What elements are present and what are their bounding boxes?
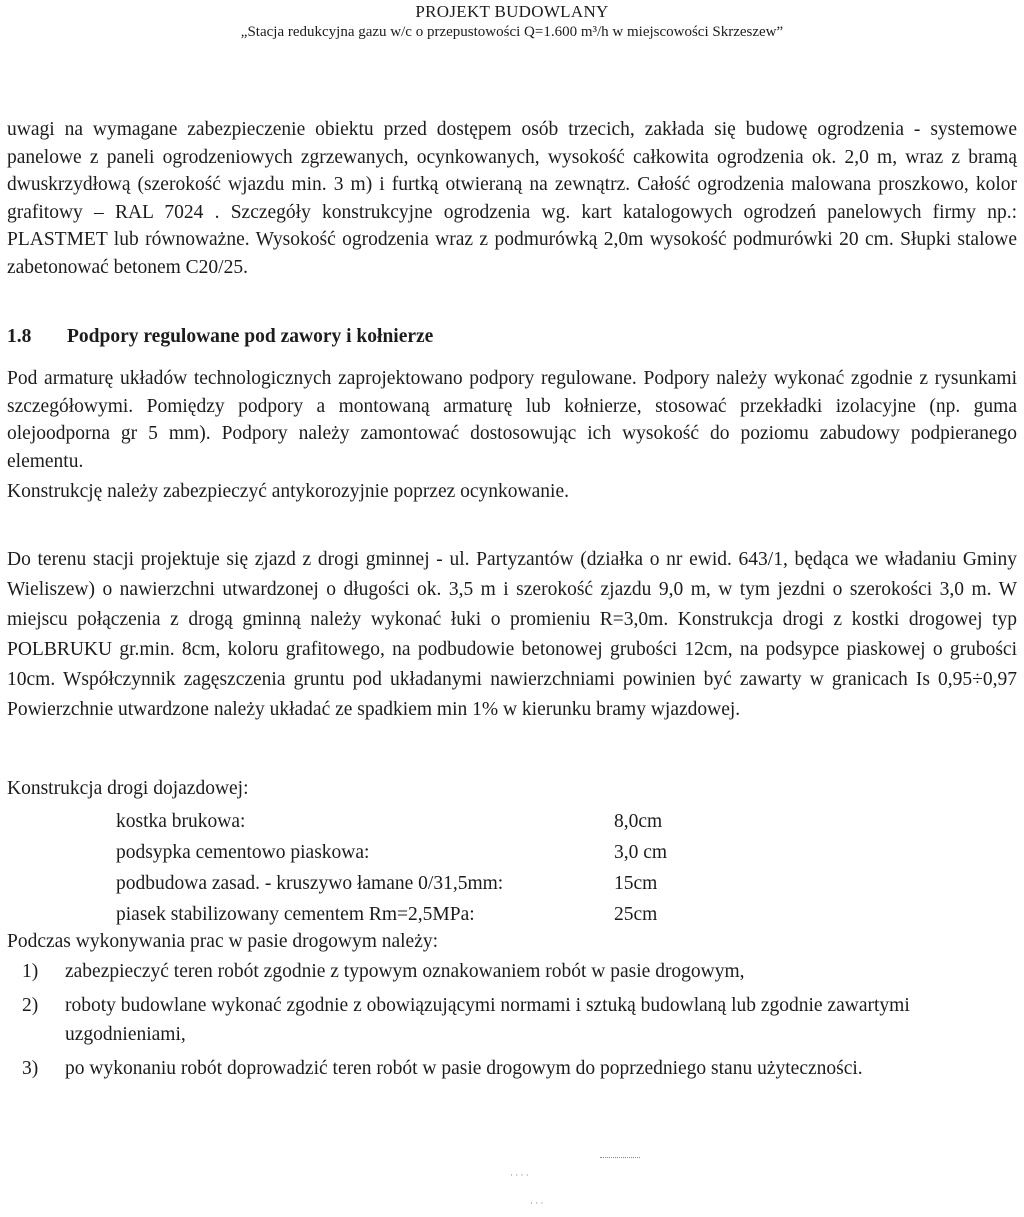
road-layer-label: podsypka cementowo piaskowa: xyxy=(116,842,370,863)
stamp-smudge-mark: · · · · xyxy=(510,1170,529,1180)
list-item-text: zabezpieczyć teren robót zgodnie z typowym oznakowaniem robót w pasie drogowym, xyxy=(65,961,745,982)
corrosion-paragraph: Konstrukcję należy zabezpieczyć antykorozyjnie poprzez ocynkowanie. xyxy=(7,481,569,502)
project-subtitle: „Stacja redukcyjna gazu w/c o przepustowości Q=1.600 m³/h w miejscowości Skrzeszew” xyxy=(240,24,784,40)
document-header xyxy=(0,2,1024,42)
road-construction-heading: Konstrukcja drogi dojazdowej: xyxy=(7,778,249,799)
fence-paragraph: uwagi na wymagane zabezpieczenie obiektu przed dostępem osób trzecich, zakłada się budowę ogrodzenia - systemowe panelowe z paneli ogrodzeniowych zgrzewanych, ocynkowanych, wysokość całkowita ogrodzenia ok. 2,0 m, wraz z bramą dwuskrzydłową (szerokość wjazdu min. 3 m) i furtką otwieraną na zewnątrz. Całość ogrodzenia malowana proszkowo, kolor grafitowy – RAL 7024 . Szczegóły konstrukcyjne ogrodzenia wg. kart katalogowych ogrodzeń panelowych firmy np.: PLASTMET lub równoważne. Wysokość ogrodzenia wraz z podmurówką 2,0m wysokość podmurówki 20 cm. Słupki stalowe zabetonować betonem C20/25. xyxy=(7,119,1017,278)
road-layer-value: 25cm xyxy=(614,904,658,925)
signature-stamp-mark xyxy=(600,1147,640,1158)
road-layer-label: kostka brukowa: xyxy=(116,811,246,832)
road-layer-label: piasek stabilizowany cementem Rm=2,5MPa: xyxy=(116,904,475,925)
requirements-list xyxy=(22,957,992,1088)
stamp-smudge-mark: · · · xyxy=(530,1198,544,1208)
supports-paragraph: Pod armaturę układów technologicznych zaprojektowano podpory regulowane. Podpory należy wykonać zgodnie z rysunkami szczegółowymi. Pomiędzy podpory a montowaną armaturę lub kołnierze, stosować przekładki izolacyjne (np. guma olejoodporna gr 5 mm). Podpory należy zamontować dostosowując ich wysokość do poziomu zabudowy podpieranego elementu. xyxy=(7,368,1017,472)
road-layer-value: 8,0cm xyxy=(614,811,663,832)
section-heading xyxy=(7,326,433,348)
list-item-number: 1) xyxy=(22,961,39,982)
work-requirements-heading: Podczas wykonywania prac w pasie drogowym należy: xyxy=(7,931,439,952)
list-item xyxy=(22,957,992,986)
road-layer-label: podbudowa zasad. - kruszywo łamane 0/31,5mm: xyxy=(116,873,504,894)
road-layer-row xyxy=(116,806,716,837)
section-number: 1.8 xyxy=(7,326,32,347)
road-layer-row xyxy=(116,868,716,899)
road-layers-list xyxy=(116,806,716,930)
list-item-text: roboty budowlane wykonać zgodnie z obowiązującymi normami i sztuką budowlaną lub zgodnie zawartymi uzgodnieniami, xyxy=(65,995,910,1045)
list-item xyxy=(22,1054,992,1083)
access-road-paragraph: Do terenu stacji projektuje się zjazd z drogi gminnej - ul. Partyzantów (działka o nr ewid. 643/1, będąca we władaniu Gminy Wieliszew) o nawierzchni utwardzonej o długości ok. 3,5 m i szerokość zjazdu 9,0 m, w tym jezdni o szerokości 3,0 m. W miejscu połączenia z drogą gminną należy wykonać łuki o promieniu R=3,0m. Konstrukcja drogi z kostki drogowej typ POLBRUKU gr.min. 8cm, koloru grafitowego, na podbudowie betonowej grubości 12cm, na podsypce piaskowej o grubości 10cm. Współczynnik zagęszczenia gruntu pod układanymi nawierzchniami powinien być zawarty w granicach Is 0,95÷0,97 Powierzchnie utwardzone należy układać ze spadkiem min 1% w kierunku bramy wjazdowej. xyxy=(7,549,1017,720)
road-layer-value: 15cm xyxy=(614,873,658,894)
list-item-number: 2) xyxy=(22,995,39,1016)
road-layer-row xyxy=(116,899,716,930)
section-title: Podpory regulowane pod zawory i kołnierze xyxy=(67,326,434,347)
list-item xyxy=(22,991,992,1049)
list-item-text: po wykonaniu robót doprowadzić teren robót w pasie drogowym do poprzedniego stanu użyteczności. xyxy=(65,1058,863,1079)
list-item-number: 3) xyxy=(22,1058,39,1079)
road-layer-row xyxy=(116,837,716,868)
road-layer-value: 3,0 cm xyxy=(614,842,668,863)
project-title: PROJEKT BUDOWLANY xyxy=(415,2,609,21)
